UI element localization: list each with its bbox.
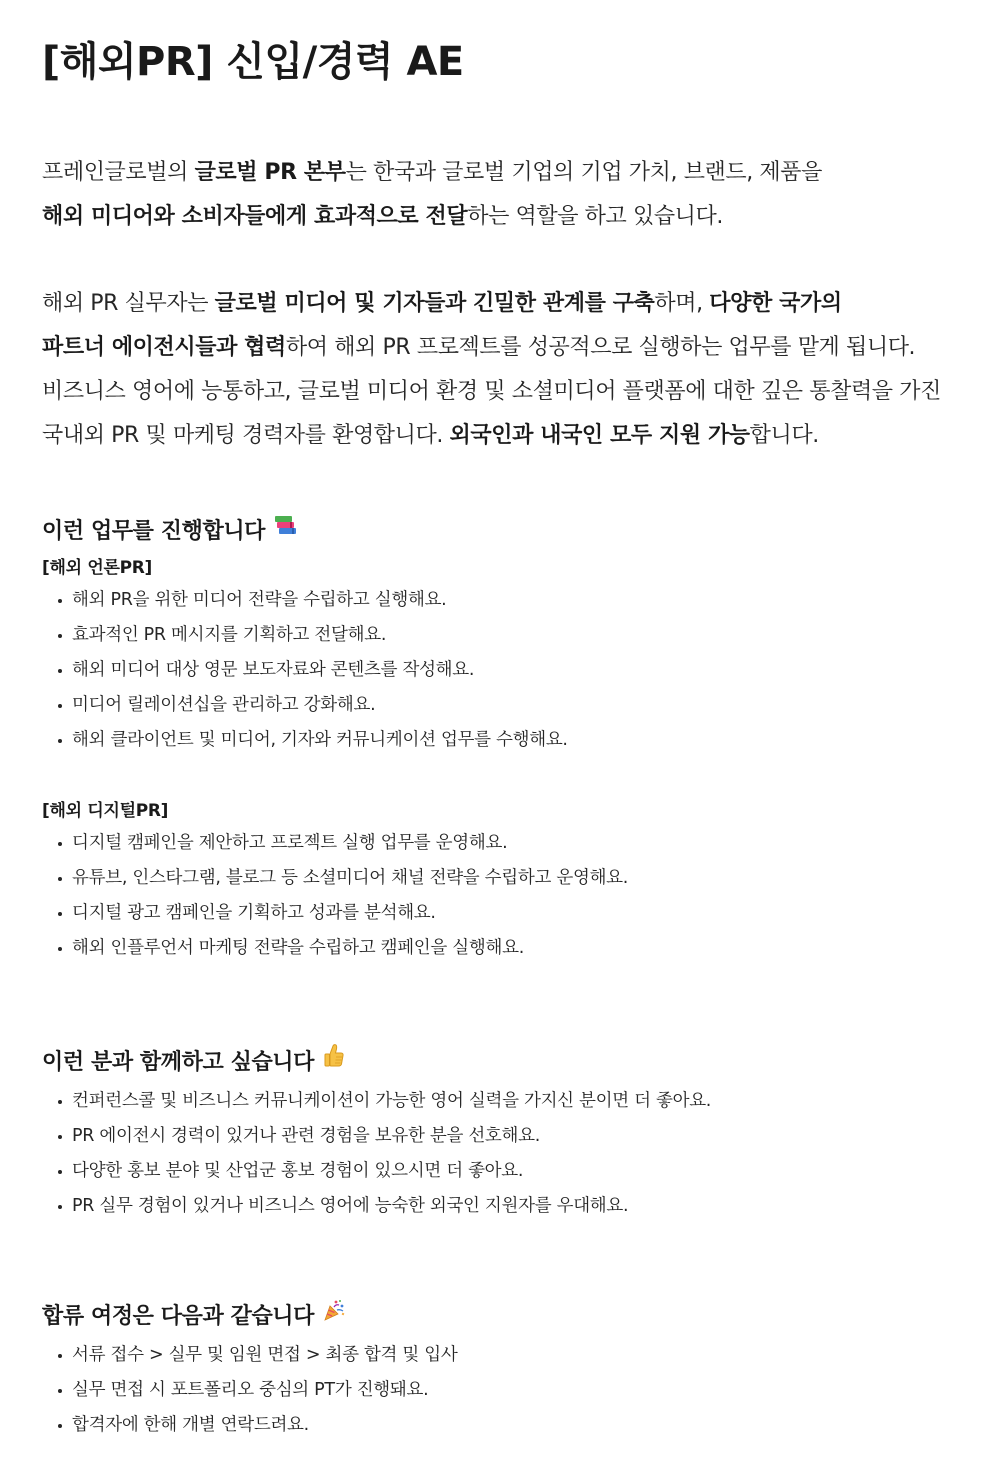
intro-text: 합니다. <box>749 423 819 448</box>
list-item: 미디어 릴레이션십을 관리하고 강화해요. <box>58 688 992 723</box>
intro-text: 해외 PR 실무자는 <box>42 291 215 316</box>
list-item: 합격자에 한해 개별 연락드려요. <box>58 1408 992 1443</box>
intro-text: 는 한국과 글로벌 기업의 기업 가치, 브랜드, 제품을 <box>345 160 822 185</box>
intro-emphasis: 다양한 국가의 <box>709 291 842 316</box>
section-heading-want <box>42 1046 992 1080</box>
section-heading-text: 이런 업무를 진행합니다 <box>42 519 266 544</box>
intro-emphasis: 글로벌 미디어 및 기자들과 긴밀한 관계를 구축 <box>214 291 655 316</box>
intro-emphasis: 글로벌 PR 본부 <box>194 160 346 185</box>
intro <box>42 151 992 458</box>
section-heading-process <box>42 1300 992 1334</box>
thumbs-up-emoji-icon <box>322 1043 346 1080</box>
sub-heading-media-pr: [해외 언론PR] <box>42 558 152 578</box>
list-item: PR 에이전시 경력이 있거나 관련 경험을 보유한 분을 선호해요. <box>58 1119 992 1154</box>
list-item: 서류 접수 > 실무 및 임원 면접 > 최종 합격 및 입사 <box>58 1338 992 1373</box>
list-item: PR 실무 경험이 있거나 비즈니스 영어에 능숙한 외국인 지원자를 우대해요. <box>58 1189 992 1224</box>
list-item: 효과적인 PR 메시지를 기획하고 전달해요. <box>58 618 992 653</box>
party-popper-emoji-icon <box>322 1298 346 1333</box>
list-item: 해외 인플루언서 마케팅 전략을 수립하고 캠페인을 실행해요. <box>58 931 992 966</box>
section-heading-work <box>42 515 992 549</box>
section-heading-text: 이런 분과 함께하고 싶습니다 <box>42 1050 315 1075</box>
section-heading-text: 합류 여정은 다음과 같습니다 <box>42 1304 315 1329</box>
list-item: 해외 PR을 위한 미디어 전략을 수립하고 실행해요. <box>58 583 992 618</box>
intro-text: 국내외 PR 및 마케팅 경력자를 환영합니다. <box>42 423 450 448</box>
process-list <box>42 1338 992 1443</box>
intro-emphasis: 파트너 에이전시들과 협력 <box>42 335 286 360</box>
intro-text: 하여 해외 PR 프로젝트를 성공적으로 실행하는 업무를 맡게 됩니다. <box>285 335 916 360</box>
list-item: 해외 미디어 대상 영문 보도자료와 콘텐츠를 작성해요. <box>58 653 992 688</box>
intro-text: 하며, <box>654 291 710 316</box>
intro-paragraph-1 <box>42 151 992 239</box>
list-item: 실무 면접 시 포트폴리오 중심의 PT가 진행돼요. <box>58 1373 992 1408</box>
books-emoji-icon <box>273 513 299 548</box>
list-item: 다양한 홍보 분야 및 산업군 홍보 경험이 있으시면 더 좋아요. <box>58 1154 992 1189</box>
intro-emphasis: 해외 미디어와 소비자들에게 효과적으로 전달 <box>42 204 468 229</box>
list-item: 디지털 캠페인을 제안하고 프로젝트 실행 업무를 운영해요. <box>58 826 992 861</box>
page-title: [해외PR] 신입/경력 AE <box>42 39 464 85</box>
intro-emphasis: 외국인과 내국인 모두 지원 가능 <box>449 423 750 448</box>
intro-text: 프레인글로벌의 <box>42 160 195 185</box>
list-item: 유튜브, 인스타그램, 블로그 등 소셜미디어 채널 전략을 수립하고 운영해요. <box>58 861 992 896</box>
digital-pr-list <box>42 826 992 966</box>
intro-paragraph-2 <box>42 282 992 458</box>
list-item: 디지털 광고 캠페인을 기획하고 성과를 분석해요. <box>58 896 992 931</box>
media-pr-list <box>42 583 992 758</box>
list-item: 컨퍼런스콜 및 비즈니스 커뮤니케이션이 가능한 영어 실력을 가지신 분이면 더 좋아요. <box>58 1084 992 1119</box>
intro-text: 하는 역할을 하고 있습니다. <box>467 204 723 229</box>
sub-heading-digital-pr: [해외 디지털PR] <box>42 801 169 821</box>
list-item: 해외 클라이언트 및 미디어, 기자와 커뮤니케이션 업무를 수행해요. <box>58 723 992 758</box>
intro-text: 비즈니스 영어에 능통하고, 글로벌 미디어 환경 및 소셜미디어 플랫폼에 대한 깊은 통찰력을 가진 <box>42 379 941 404</box>
want-list <box>42 1084 992 1224</box>
